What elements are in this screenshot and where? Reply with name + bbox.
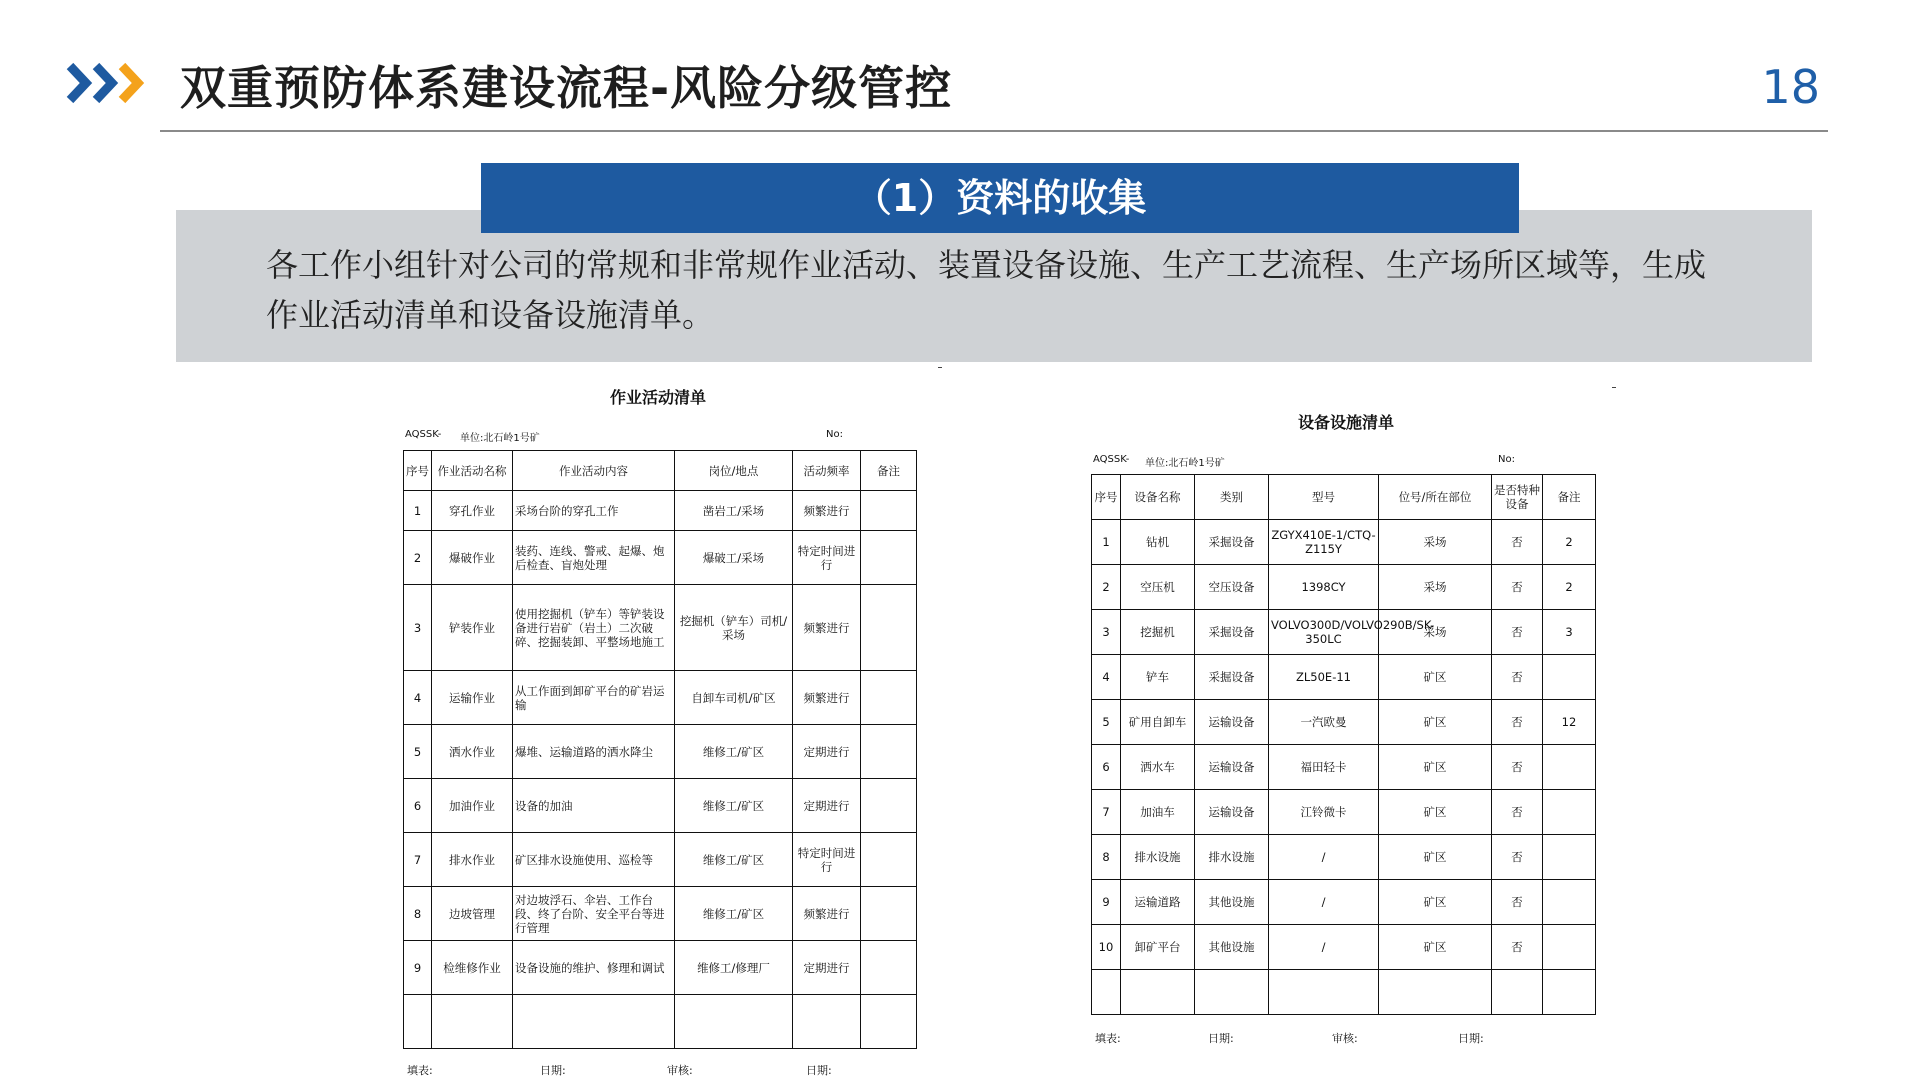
column-header: 备注 — [861, 451, 917, 491]
table-cell: 采掘设备 — [1195, 520, 1269, 565]
table-cell: 否 — [1492, 520, 1543, 565]
table-cell — [675, 995, 793, 1049]
table-cell: 铲车 — [1121, 655, 1195, 700]
table-cell: 4 — [1092, 655, 1121, 700]
table-cell: 频繁进行 — [793, 671, 861, 725]
table-header-row — [404, 451, 917, 491]
table-cell: 加油作业 — [432, 779, 513, 833]
table-cell — [1543, 790, 1596, 835]
table-cell — [861, 585, 917, 671]
table-cell: 1398CY — [1269, 565, 1379, 610]
table-row — [1092, 565, 1596, 610]
table-cell — [1269, 970, 1379, 1015]
table-cell: 9 — [1092, 880, 1121, 925]
table-cell: 钻机 — [1121, 520, 1195, 565]
table-cell: 从工作面到卸矿平台的矿岩运输 — [513, 671, 675, 725]
table-cell: 2 — [404, 531, 432, 585]
equipment-footer-date2: 日期: — [1458, 1032, 1484, 1045]
table-row — [404, 491, 917, 531]
activity-list-title: 作业活动清单 — [610, 388, 707, 407]
equipment-footer-date: 日期: — [1208, 1032, 1234, 1045]
activity-list-table — [403, 450, 917, 1049]
table-cell: 3 — [1092, 610, 1121, 655]
table-row — [404, 585, 917, 671]
table-row — [1092, 970, 1596, 1015]
table-cell: 挖掘机（铲车）司机/采场 — [675, 585, 793, 671]
equipment-list-no: No: — [1498, 454, 1515, 465]
activity-footer-reviewer: 审核: — [667, 1064, 693, 1077]
table-cell: 采场 — [1379, 610, 1492, 655]
page-number: 18 — [1761, 60, 1820, 114]
table-cell: 频繁进行 — [793, 887, 861, 941]
table-cell — [861, 671, 917, 725]
column-header: 型号 — [1269, 475, 1379, 520]
column-header: 序号 — [404, 451, 432, 491]
table-row — [404, 941, 917, 995]
table-row — [404, 779, 917, 833]
table-cell: 12 — [1543, 700, 1596, 745]
equipment-list-code: AQSSK- — [1093, 454, 1130, 465]
table-cell — [1543, 970, 1596, 1015]
column-header: 备注 — [1543, 475, 1596, 520]
activity-list-code: AQSSK- — [405, 429, 442, 440]
section-description: 各工作小组针对公司的常规和非常规作业活动、装置设备设施、生产工艺流程、生产场所区域等，生成作业活动清单和设备设施清单。 — [266, 246, 1707, 334]
table-cell: 穿孔作业 — [432, 491, 513, 531]
table-cell — [1543, 835, 1596, 880]
table-cell: 否 — [1492, 880, 1543, 925]
table-cell: VOLVO300D/VOLVO290B/SK-350LC — [1269, 610, 1379, 655]
table-row — [1092, 835, 1596, 880]
table-row — [404, 725, 917, 779]
equipment-footer-filler: 填表: — [1095, 1032, 1121, 1045]
table-cell: 维修工/矿区 — [675, 887, 793, 941]
table-cell — [861, 941, 917, 995]
table-cell: / — [1269, 925, 1379, 970]
table-cell — [861, 725, 917, 779]
table-cell: 使用挖掘机（铲车）等铲装设备进行岩矿（岩土）二次破碎、挖掘装卸、平整场地施工 — [513, 585, 675, 671]
table-cell: 否 — [1492, 790, 1543, 835]
table-cell: 矿区 — [1379, 700, 1492, 745]
table-cell: 设备设施的维护、修理和调试 — [513, 941, 675, 995]
table-cell: 否 — [1492, 565, 1543, 610]
table-cell: 运输设备 — [1195, 790, 1269, 835]
table-cell: / — [1269, 835, 1379, 880]
table-cell — [861, 531, 917, 585]
table-cell: 定期进行 — [793, 779, 861, 833]
table-cell: 边坡管理 — [432, 887, 513, 941]
equipment-list-table — [1091, 474, 1596, 1015]
activity-footer-date: 日期: — [540, 1064, 566, 1077]
table-cell: 频繁进行 — [793, 491, 861, 531]
table-cell — [861, 779, 917, 833]
table-cell: 江铃微卡 — [1269, 790, 1379, 835]
equipment-footer-reviewer: 审核: — [1332, 1032, 1358, 1045]
table-cell: 2 — [1543, 520, 1596, 565]
table-row — [404, 995, 917, 1049]
table-cell: / — [1269, 880, 1379, 925]
table-cell: 洒水作业 — [432, 725, 513, 779]
table-cell: 维修工/矿区 — [675, 833, 793, 887]
column-header: 岗位/地点 — [675, 451, 793, 491]
table-cell: 凿岩工/采场 — [675, 491, 793, 531]
table-cell: 频繁进行 — [793, 585, 861, 671]
table-cell: 空压设备 — [1195, 565, 1269, 610]
table-cell: 8 — [404, 887, 432, 941]
table-row — [1092, 745, 1596, 790]
table-cell: 排水作业 — [432, 833, 513, 887]
table-cell — [1092, 970, 1121, 1015]
table-cell: 自卸车司机/矿区 — [675, 671, 793, 725]
column-header: 活动频率 — [793, 451, 861, 491]
table-cell: 矿区 — [1379, 880, 1492, 925]
table-row — [404, 671, 917, 725]
table-cell: 运输设备 — [1195, 745, 1269, 790]
activity-footer-filler: 填表: — [407, 1064, 433, 1077]
table-cell: 3 — [404, 585, 432, 671]
table-cell: 否 — [1492, 835, 1543, 880]
table-cell: 爆破作业 — [432, 531, 513, 585]
table-cell — [432, 995, 513, 1049]
table-cell — [861, 995, 917, 1049]
table-cell: 设备的加油 — [513, 779, 675, 833]
table-cell: 特定时间进行 — [793, 531, 861, 585]
table-cell: 运输道路 — [1121, 880, 1195, 925]
table-cell: 定期进行 — [793, 941, 861, 995]
table-cell: 排水设施 — [1121, 835, 1195, 880]
table-cell: 空压机 — [1121, 565, 1195, 610]
column-header: 是否特种设备 — [1492, 475, 1543, 520]
table-cell: 采场 — [1379, 565, 1492, 610]
table-cell: 福田轻卡 — [1269, 745, 1379, 790]
table-cell — [793, 995, 861, 1049]
table-cell: 5 — [404, 725, 432, 779]
table-cell: 维修工/矿区 — [675, 725, 793, 779]
activity-list-unit: 单位:北石岭1号矿 — [460, 433, 540, 444]
table-cell: 一汽欧曼 — [1269, 700, 1379, 745]
column-header: 类别 — [1195, 475, 1269, 520]
table-cell: 矿区排水设施使用、巡检等 — [513, 833, 675, 887]
table-row — [1092, 925, 1596, 970]
section-banner: （1）资料的收集 — [481, 163, 1519, 233]
table-cell: 采场 — [1379, 520, 1492, 565]
title-divider — [160, 130, 1828, 132]
table-cell: 否 — [1492, 655, 1543, 700]
table-cell: 6 — [1092, 745, 1121, 790]
table-cell: 对边坡浮石、伞岩、工作台段、终了台阶、安全平台等进行管理 — [513, 887, 675, 941]
table-cell: 10 — [1092, 925, 1121, 970]
table-row — [1092, 700, 1596, 745]
table-cell: 2 — [1543, 565, 1596, 610]
table-cell: 矿用自卸车 — [1121, 700, 1195, 745]
table-cell: 卸矿平台 — [1121, 925, 1195, 970]
table-cell: 采掘设备 — [1195, 655, 1269, 700]
table-cell — [404, 995, 432, 1049]
scan-mark — [938, 367, 942, 368]
table-row — [404, 531, 917, 585]
table-header-row — [1092, 475, 1596, 520]
table-cell: 铲装作业 — [432, 585, 513, 671]
table-cell — [513, 995, 675, 1049]
table-cell: 4 — [404, 671, 432, 725]
table-cell: 矿区 — [1379, 835, 1492, 880]
table-cell — [861, 833, 917, 887]
table-cell: 定期进行 — [793, 725, 861, 779]
table-cell — [861, 491, 917, 531]
table-cell: 排水设施 — [1195, 835, 1269, 880]
equipment-list-unit: 单位:北石岭1号矿 — [1145, 458, 1225, 469]
table-cell: 洒水车 — [1121, 745, 1195, 790]
activity-footer-date2: 日期: — [806, 1064, 832, 1077]
table-cell: 9 — [404, 941, 432, 995]
page-title: 双重预防体系建设流程-风险分级管控 — [180, 61, 953, 115]
table-cell: 7 — [1092, 790, 1121, 835]
table-cell — [1543, 745, 1596, 790]
table-cell: 6 — [404, 779, 432, 833]
table-cell: 爆堆、运输道路的洒水降尘 — [513, 725, 675, 779]
table-cell — [1492, 970, 1543, 1015]
table-row — [1092, 520, 1596, 565]
table-cell: ZL50E-11 — [1269, 655, 1379, 700]
table-cell: 2 — [1092, 565, 1121, 610]
table-cell: 运输作业 — [432, 671, 513, 725]
table-cell: 矿区 — [1379, 790, 1492, 835]
table-cell: 矿区 — [1379, 745, 1492, 790]
equipment-list-title: 设备设施清单 — [1298, 413, 1395, 432]
column-header: 位号/所在部位 — [1379, 475, 1492, 520]
table-cell: 否 — [1492, 745, 1543, 790]
table-cell: 维修工/修理厂 — [675, 941, 793, 995]
table-row — [1092, 610, 1596, 655]
table-cell: 加油车 — [1121, 790, 1195, 835]
table-row — [1092, 655, 1596, 700]
table-cell: 1 — [1092, 520, 1121, 565]
chevrons-icon — [66, 60, 156, 106]
table-cell: 挖掘机 — [1121, 610, 1195, 655]
table-cell: 其他设施 — [1195, 925, 1269, 970]
table-cell — [1195, 970, 1269, 1015]
table-cell: 其他设施 — [1195, 880, 1269, 925]
table-cell — [1121, 970, 1195, 1015]
table-cell: 爆破工/采场 — [675, 531, 793, 585]
table-cell: 检维修作业 — [432, 941, 513, 995]
table-cell: 矿区 — [1379, 655, 1492, 700]
column-header: 作业活动名称 — [432, 451, 513, 491]
table-cell — [1379, 970, 1492, 1015]
table-row — [404, 887, 917, 941]
table-cell: 特定时间进行 — [793, 833, 861, 887]
activity-list-no: No: — [826, 429, 843, 440]
table-cell: 5 — [1092, 700, 1121, 745]
table-cell: 运输设备 — [1195, 700, 1269, 745]
table-row — [1092, 880, 1596, 925]
table-cell: 否 — [1492, 925, 1543, 970]
table-cell: 3 — [1543, 610, 1596, 655]
table-cell — [1543, 655, 1596, 700]
table-cell — [1543, 880, 1596, 925]
table-row — [1092, 790, 1596, 835]
column-header: 作业活动内容 — [513, 451, 675, 491]
table-cell — [861, 887, 917, 941]
table-cell: 否 — [1492, 700, 1543, 745]
table-cell: ZGYX410E-1/CTQ-Z115Y — [1269, 520, 1379, 565]
table-cell — [1543, 925, 1596, 970]
column-header: 序号 — [1092, 475, 1121, 520]
table-cell: 否 — [1492, 610, 1543, 655]
table-cell: 采掘设备 — [1195, 610, 1269, 655]
table-cell: 矿区 — [1379, 925, 1492, 970]
column-header: 设备名称 — [1121, 475, 1195, 520]
table-row — [404, 833, 917, 887]
table-cell: 1 — [404, 491, 432, 531]
table-cell: 7 — [404, 833, 432, 887]
table-cell: 8 — [1092, 835, 1121, 880]
table-cell: 采场台阶的穿孔工作 — [513, 491, 675, 531]
scan-mark — [1612, 387, 1616, 388]
table-cell: 装药、连线、警戒、起爆、炮后检查、盲炮处理 — [513, 531, 675, 585]
table-cell: 维修工/矿区 — [675, 779, 793, 833]
